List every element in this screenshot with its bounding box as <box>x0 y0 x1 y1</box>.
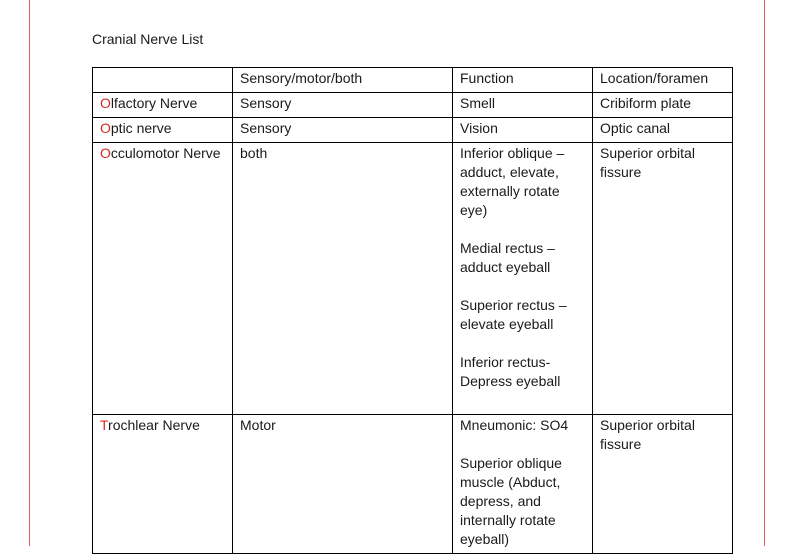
nerve-function-cell <box>453 93 593 118</box>
table-header-row <box>93 68 733 93</box>
nerve-location-cell: Optic canal <box>593 118 733 143</box>
nerve-name-rest: rochlear Nerve <box>108 417 200 433</box>
function-paragraph: Superior oblique muscle (Abduct, depress, and internally rotate eyeball) <box>460 455 562 547</box>
nerve-name-cell <box>93 415 233 554</box>
function-paragraph: Smell <box>460 95 496 111</box>
left-margin-line <box>29 0 30 546</box>
nerve-initial: O <box>100 95 111 111</box>
nerve-name-rest: lfactory Nerve <box>110 95 198 111</box>
paragraph-spacer <box>460 277 585 296</box>
nerve-type-cell: Motor <box>233 415 453 554</box>
nerve-function-cell <box>453 118 593 143</box>
nerve-initial: T <box>100 417 109 433</box>
table-row-occulomotor <box>93 143 733 415</box>
function-paragraph: Vision <box>460 120 498 136</box>
nerve-location-cell: Cribiform plate <box>593 93 733 118</box>
nerve-name-cell <box>93 93 233 118</box>
nerve-location-cell: Superior orbital fissure <box>593 415 733 554</box>
nerve-location-cell: Superior orbital fissure <box>593 143 733 415</box>
function-paragraph: Inferior oblique – adduct, elevate, externally rotate eye) <box>460 145 565 218</box>
header-cell-nerve <box>93 68 233 93</box>
function-paragraph: Inferior rectus-Depress eyeball <box>460 354 561 389</box>
nerve-type-cell: both <box>233 143 453 415</box>
nerve-type-cell: Sensory <box>233 93 453 118</box>
nerve-initial: O <box>100 120 111 136</box>
function-paragraph: Medial rectus – adduct eyeball <box>460 240 555 275</box>
paragraph-spacer <box>460 435 585 454</box>
nerve-name-rest: ptic nerve <box>110 120 172 136</box>
paragraph-spacer <box>460 391 585 410</box>
nerve-initial: O <box>100 145 111 161</box>
header-cell-function: Function <box>453 68 593 93</box>
nerve-function-cell <box>453 143 593 415</box>
table-row-trochlear <box>93 415 733 554</box>
table-row-olfactory <box>93 93 733 118</box>
paragraph-spacer <box>460 220 585 239</box>
nerve-function-cell <box>453 415 593 554</box>
table-row-optic <box>93 118 733 143</box>
document-title: Cranial Nerve List <box>92 31 204 47</box>
nerve-type-cell: Sensory <box>233 118 453 143</box>
nerve-name-cell <box>93 143 233 415</box>
header-cell-location: Location/foramen <box>593 68 733 93</box>
header-cell-type: Sensory/motor/both <box>233 68 453 93</box>
cranial-nerve-table <box>92 67 733 554</box>
nerve-name-rest: cculomotor Nerve <box>110 145 221 161</box>
nerve-name-cell <box>93 118 233 143</box>
right-margin-line <box>764 0 765 546</box>
function-paragraph: Mneumonic: SO4 <box>460 417 569 433</box>
function-paragraph: Superior rectus – elevate eyeball <box>460 297 567 332</box>
paragraph-spacer <box>460 334 585 353</box>
